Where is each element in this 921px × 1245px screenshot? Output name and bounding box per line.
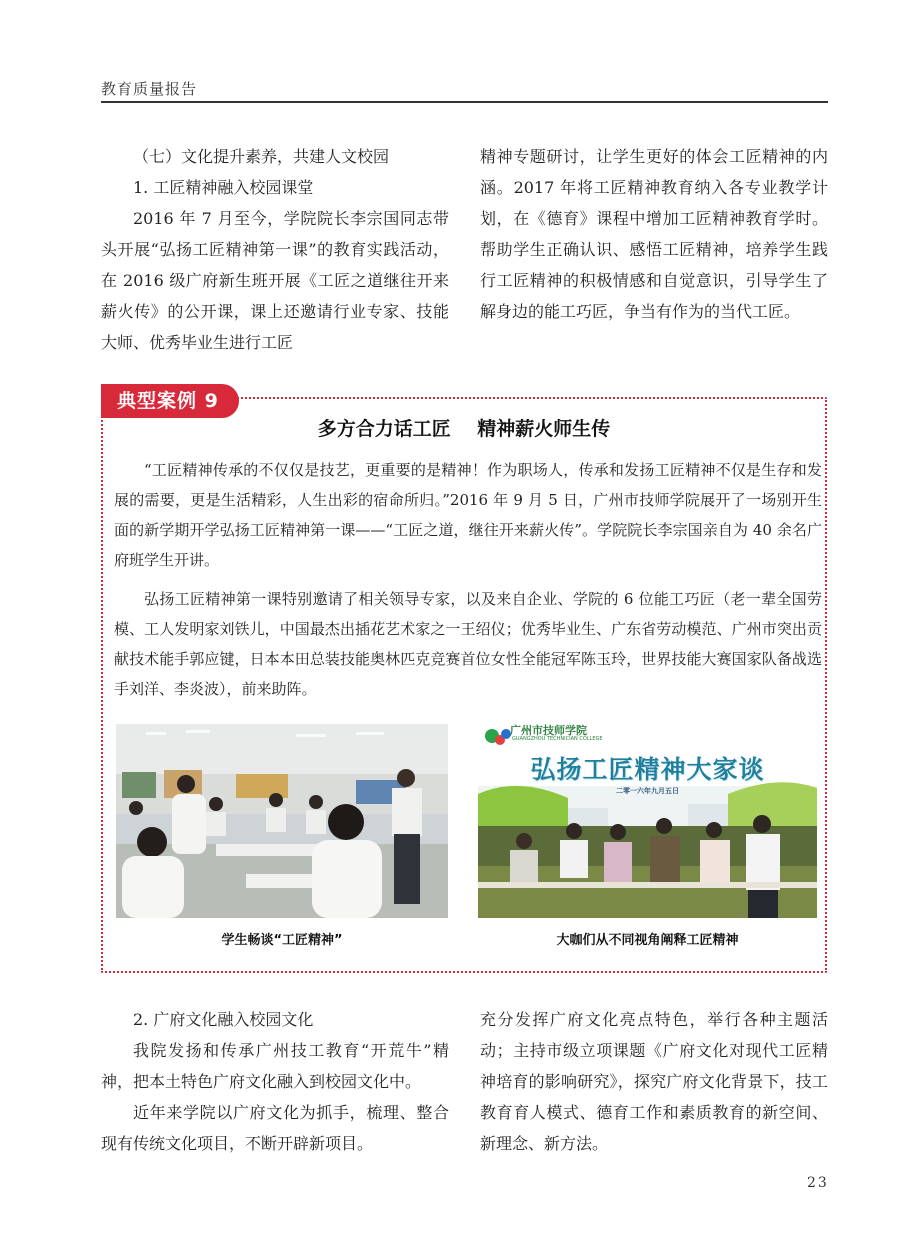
case-study-body: [114, 455, 822, 704]
subsection-heading: 2. 广府文化融入校园文化: [133, 1010, 314, 1029]
banner-slogan: 弘扬工匠精神大家谈: [530, 755, 765, 784]
paragraph: 充分发挥广府文化亮点特色，举行各种主题活动；主持市级立项课题《广府文化对现代工匠精神培育的影响研究》，探究广府文化背景下，技工教育育人模式、德育工作和素质教育的新空间、新理念、新方法。: [480, 1010, 828, 1153]
case-paragraph: 弘扬工匠精神第一课特别邀请了相关领导专家，以及来自企业、学院的 6 位能工巧匠（老一辈全国劳模、工人发明家刘铁儿，中国最杰出插花艺术家之一王绍仪；优秀毕业生、广东省劳动模范、广州市突出贡献技术能手郭应键，日本本田总装技能奥林匹克竞赛首位女性全能冠军陈玉玲，世界技能大赛国家队备战选手刘洋、李炎波），前来助阵。: [114, 590, 822, 698]
bottom-left-column: [101, 1004, 449, 1159]
forum-photo: [478, 716, 817, 918]
page-number: 23: [807, 1175, 829, 1191]
header-rule: [101, 101, 828, 103]
case-study-tag: 典型案例 9: [101, 384, 239, 418]
report-title: 教育质量报告: [101, 80, 198, 98]
paragraph: 近年来学院以广府文化为抓手，梳理、整合现有传统文化项目，不断开辟新项目。: [101, 1103, 449, 1153]
subsection-heading: 1. 工匠精神融入校园课堂: [133, 178, 314, 197]
photo-left-caption: 学生畅谈“工匠精神”: [221, 933, 343, 948]
top-right-column: [480, 141, 828, 327]
paragraph: 我院发扬和传承广州技工教育“开荒牛”精神，把本土特色广府文化融入到校园文化中。: [101, 1041, 449, 1091]
forum-photo-image: [478, 716, 817, 918]
bottom-right-column: [480, 1004, 828, 1159]
case-paragraph: “工匠精神传承的不仅仅是技艺，更重要的是精神！作为职场人，传承和发扬工匠精神不仅是生存和发展的需要，更是生活精彩，人生出彩的宿命所归。”2016 年 9 月 5 日，广州市技师学院展开了一场别开生面的新学期开学弘扬工匠精神第一课——“工匠之道，继往开来薪火传”。学院院长李宗国亲自为 40 余名广府班学生开讲。: [114, 461, 822, 569]
paragraph: 精神专题研讨，让学生更好的体会工匠精神的内涵。2017 年将工匠精神教育纳入各专业教学计划，在《德育》课程中增加工匠精神教育学时。帮助学生正确认识、感悟工匠精神，培养学生践行工匠精神的积极情感和自觉意识，引导学生了解身边的能工巧匠，争当有作为的当代工匠。: [480, 147, 828, 321]
top-left-column: [101, 141, 449, 358]
paragraph: 2016 年 7 月至今，学院院长李宗国同志带头开展“弘扬工匠精神第一课”的教育实践活动，在 2016 级广府新生班开展《工匠之道继往开来薪火传》的公开课，课上还邀请行业专家、技能大师、优秀毕业生进行工匠: [101, 209, 449, 352]
case-study-title: 多方合力话工匠 精神薪火师生传: [317, 418, 611, 440]
classroom-photo: [116, 724, 448, 918]
banner-school-english: GUANGZHOU TECHNICIAN COLLEGE: [512, 736, 603, 742]
banner-school-name: 广州市技师学院: [510, 724, 587, 737]
section-heading: （七）文化提升素养，共建人文校园: [133, 147, 390, 166]
classroom-photo-image: [116, 724, 448, 918]
banner-date: 二零一六年九月五日: [616, 787, 679, 795]
photo-right-caption: 大咖们从不同视角阐释工匠精神: [556, 933, 739, 948]
